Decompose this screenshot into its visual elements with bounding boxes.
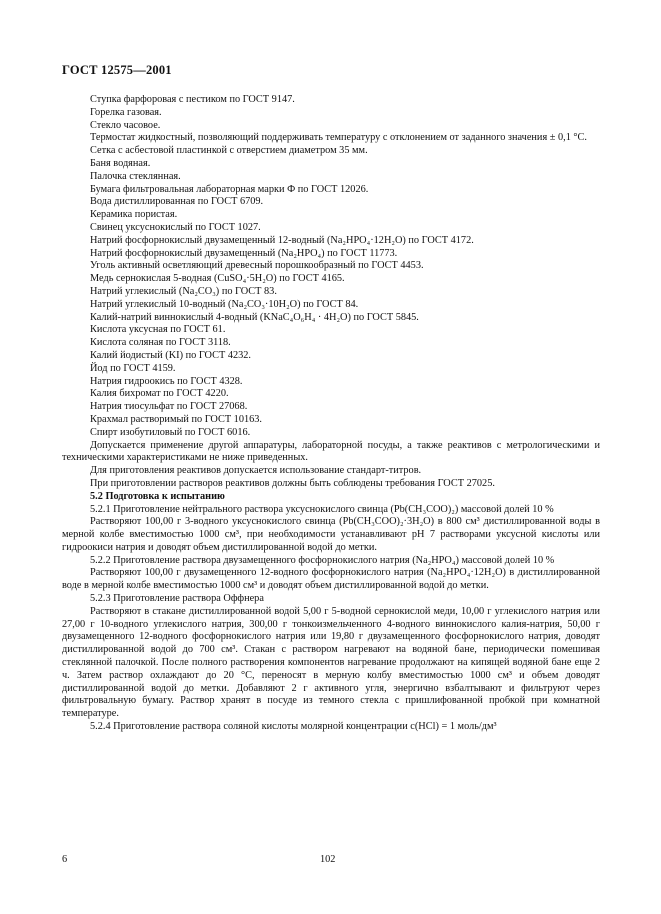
list-item: Калий йодистый (KI) по ГОСТ 4232. [90, 349, 251, 361]
subsection-title-5-2-2: 5.2.2 Приготовление раствора двузамещенного фосфорнокислого натрия (Na₂HPO₄) массовой долей 10 % [90, 554, 555, 566]
subsection-body-5-2-2: Растворяют 100,00 г двузамещенного 12-водного фосфорнокислого натрия (Na₂HPO₄·12H₂O) в дистиллированной воде в мерной колбе вместимостью 1000 см³ и доводят объем дистиллированной водой до метки. [62, 567, 600, 592]
list-item: Натрия тиосульфат по ГОСТ 27068. [90, 401, 248, 413]
list-item: Спирт изобутиловый по ГОСТ 6016. [90, 426, 251, 438]
list-item: Калия бихромат по ГОСТ 4220. [90, 388, 229, 400]
paragraph-allow-alternatives: Допускается применение другой аппаратуры, лабораторной посуды, а также реактивов с метрологическими и техническими характеристиками не ниже приведенных. [62, 439, 600, 464]
list-item: Термостат жидкостный, позволяющий поддерживать температуру с отклонением от заданного значения ± 0,1 °С. [90, 132, 587, 144]
list-item: Стекло часовое. [90, 119, 161, 131]
subsection-title-5-2-1: 5.2.1 Приготовление нейтрального раствора уксуснокислого свинца (Pb(CH₃COO)₂) массовой долей 10 % [90, 503, 554, 515]
list-item: Палочка стеклянная. [90, 170, 181, 182]
list-item: Крахмал растворимый по ГОСТ 10163. [90, 413, 263, 425]
list-item: Натрий фосфорнокислый двузамещенный (Na₂HPO₄) по ГОСТ 11773. [90, 247, 398, 259]
subsection-body-5-2-1: Растворяют 100,00 г 3-водного уксуснокислого свинца (Pb(CH₃COO)₂·3H₂O) в 800 см³ дистиллированной воды в мерной колбе вместимостью 1000 см³, при необходимости устанавливают pH 7 растворами уксусной кислоты или гидроокиси натрия и доводят объем дистиллированной водой до метки. [62, 516, 600, 553]
list-item: Баня водяная. [90, 157, 151, 169]
page-content [62, 94, 600, 734]
list-item: Медь сернокислая 5-водная (CuSO₄·5H₂O) по ГОСТ 4165. [90, 273, 345, 285]
paragraph-gost-27025: При приготовлении растворов реактивов должны быть соблюдены требования ГОСТ 27025. [90, 477, 495, 489]
list-item: Кислота уксусная по ГОСТ 61. [90, 324, 226, 336]
list-item: Керамика пористая. [90, 209, 178, 221]
list-item: Горелка газовая. [90, 106, 162, 118]
list-item: Натрий углекислый (Na₂CO₃) по ГОСТ 83. [90, 285, 277, 297]
list-item: Бумага фильтровальная лабораторная марки Ф по ГОСТ 12026. [90, 183, 369, 195]
document-header: ГОСТ 12575—2001 [62, 63, 172, 77]
list-item: Сетка с асбестовой пластинкой с отверстием диаметром 35 мм. [90, 145, 368, 157]
page-number-left: 6 [62, 854, 68, 865]
list-item: Натрия гидроокись по ГОСТ 4328. [90, 375, 243, 387]
section-heading-5-2: 5.2 Подготовка к испытанию [90, 490, 225, 502]
subsection-body-5-2-3: Растворяют в стакане дистиллированной водой 5,00 г 5-водной сернокислой меди, 10,00 г углекислого натрия или 27,00 г 10-водного углекислого натрия, 300,00 г тонкоизмельченного 4-водного виннокислого калия-натрия, 50,00 г двузамещенного 12-водного фосфорнокислого натрия или 19,80 г двузамещенного фосфорнокислого натрия, доводят дистиллированной водой до 700 см³. Стакан с раствором нагревают на водяной бане, периодически помешивая стеклянной палочкой. После полного растворения компонентов нагревание продолжают на кипящей водяной бане еще 2 ч. Затем раствор охлаждают до 20 °С, переносят в мерную колбу вместимостью 1000 см³ и объем доводят дистиллированной водой до метки. Добавляют 2 г активного угля, энергично взбалтывают и фильтруют через фильтровальную бумагу. Раствор хранят в посуде из темного стекла с пришлифованной пробкой при комнатной температуре. [62, 605, 600, 720]
list-item: Натрий углекислый 10-водный (Na₂CO₃·10H₂O) по ГОСТ 84. [90, 298, 359, 310]
list-item: Кислота соляная по ГОСТ 3118. [90, 337, 231, 349]
subsection-title-5-2-4: 5.2.4 Приготовление раствора соляной кислоты молярной концентрации c(HCl) = 1 моль/дм³ [90, 721, 497, 733]
list-item: Натрий фосфорнокислый двузамещенный 12-водный (Na₂HPO₄·12H₂O) по ГОСТ 4172. [90, 234, 474, 246]
list-item: Вода дистиллированная по ГОСТ 6709. [90, 196, 264, 208]
paragraph-standard-titres: Для приготовления реактивов допускается использование стандарт-титров. [90, 465, 422, 477]
list-item: Йод по ГОСТ 4159. [90, 362, 176, 374]
list-item: Уголь активный осветляющий древесный порошкообразный по ГОСТ 4453. [90, 260, 424, 272]
page-number-center: 102 [320, 854, 336, 865]
list-item: Калий-натрий виннокислый 4-водный (KNaC₄O₆H₄ · 4H₂O) по ГОСТ 5845. [90, 311, 419, 323]
subsection-title-5-2-3: 5.2.3 Приготовление раствора Оффнера [90, 593, 264, 605]
list-item: Свинец уксуснокислый по ГОСТ 1027. [90, 221, 261, 233]
materials-list [62, 94, 600, 440]
list-item: Ступка фарфоровая с пестиком по ГОСТ 9147. [90, 94, 295, 105]
